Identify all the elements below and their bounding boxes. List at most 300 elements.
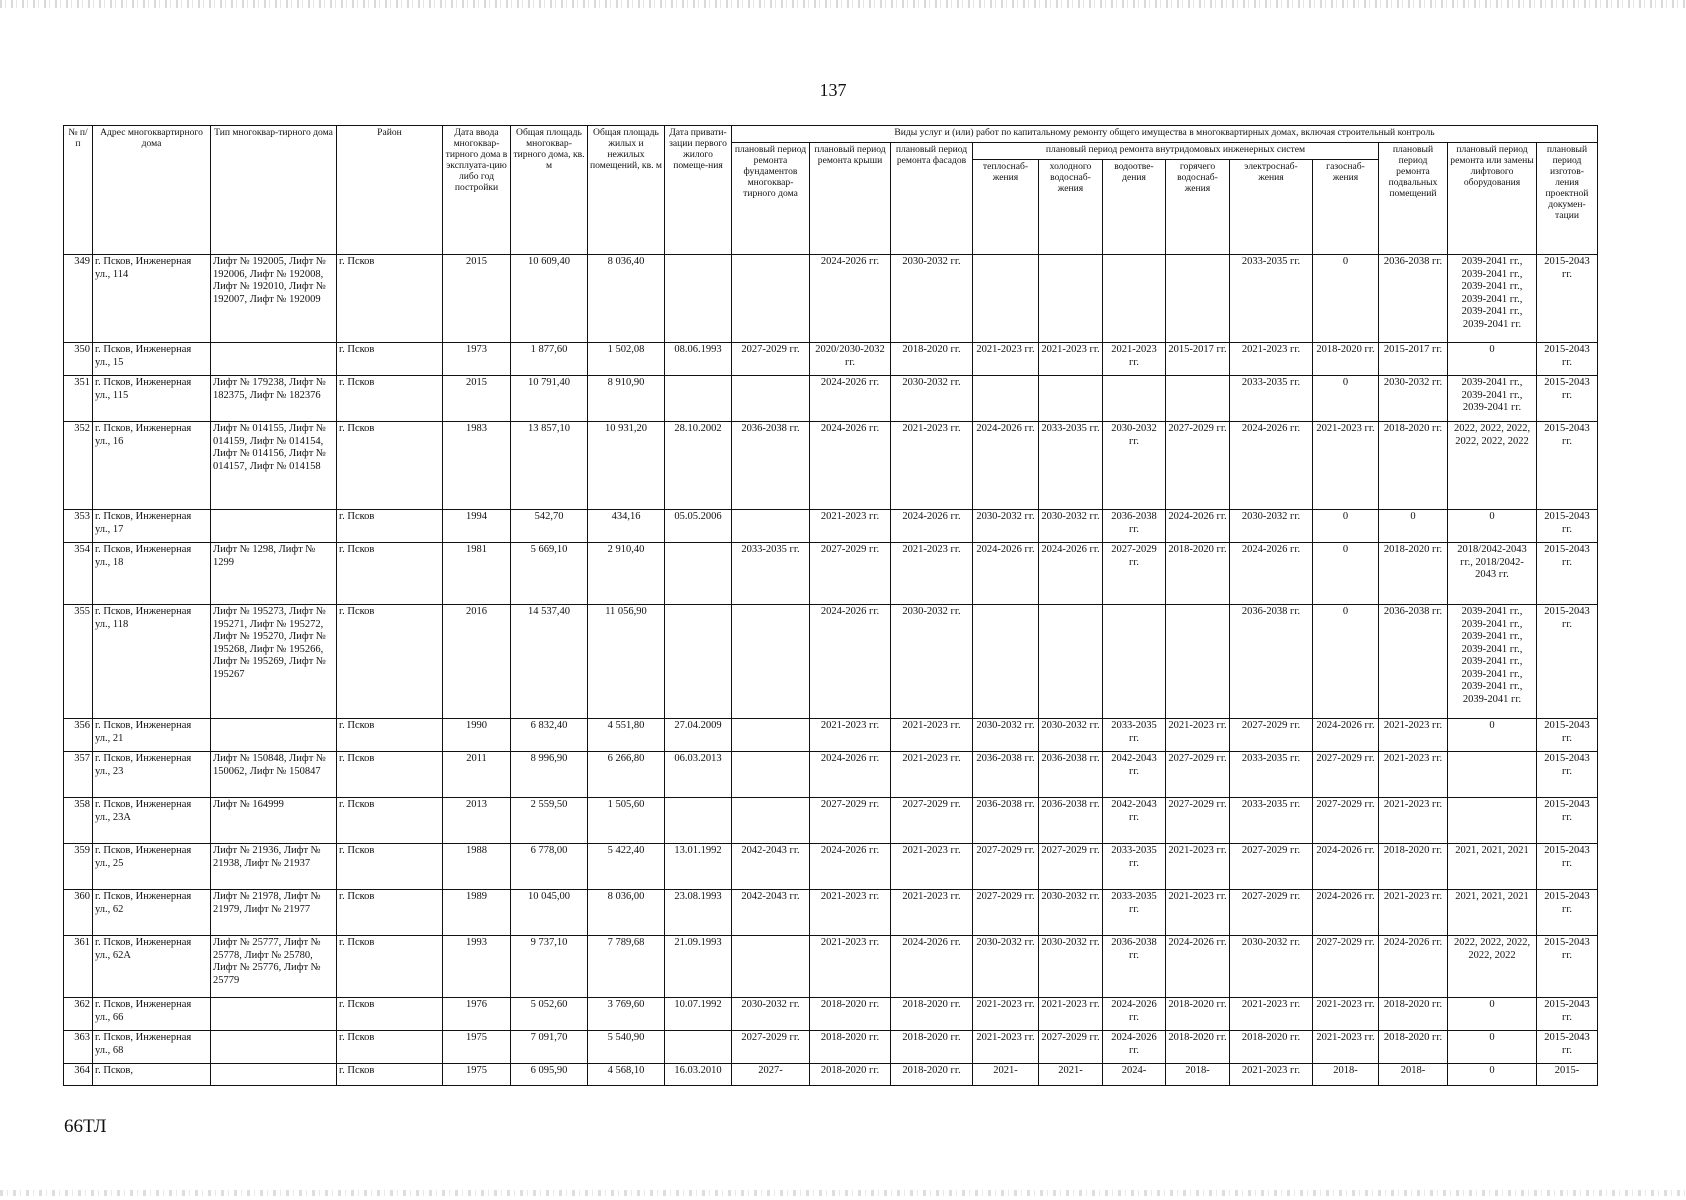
cell-sewer: 2036-2038 гг. xyxy=(1103,936,1166,998)
cell-basement: 2036-2038 гг. xyxy=(1379,255,1448,343)
cell-priv-date xyxy=(665,1031,732,1064)
cell-roof: 2021-2023 гг. xyxy=(810,510,891,543)
cell-total-area: 542,70 xyxy=(511,510,588,543)
cell-priv-date xyxy=(665,376,732,422)
cell-living-area: 8 910,90 xyxy=(588,376,665,422)
cell-sewer xyxy=(1103,605,1166,719)
cell-total-area: 10 791,40 xyxy=(511,376,588,422)
cell-hot-water xyxy=(1166,255,1230,343)
cell-year: 1975 xyxy=(443,1064,511,1086)
cell-number: 352 xyxy=(64,422,93,510)
header-sewer: водоотве-дения xyxy=(1103,160,1166,255)
table-row xyxy=(64,936,1598,998)
cell-heat: 2030-2032 гг. xyxy=(973,510,1039,543)
cell-gas: 2024-2026 гг. xyxy=(1313,890,1379,936)
cell-roof: 2024-2026 гг. xyxy=(810,752,891,798)
cell-sewer: 2036-2038 гг. xyxy=(1103,510,1166,543)
cell-heat: 2021- xyxy=(973,1064,1039,1086)
cell-lift: 2039-2041 гг., 2039-2041 гг., 2039-2041 гг. xyxy=(1448,376,1537,422)
cell-total-area: 14 537,40 xyxy=(511,605,588,719)
cell-foundation xyxy=(732,605,810,719)
cell-roof: 2027-2029 гг. xyxy=(810,543,891,605)
table-row xyxy=(64,890,1598,936)
cell-facade: 2030-2032 гг. xyxy=(891,605,973,719)
cell-year: 1973 xyxy=(443,343,511,376)
cell-priv-date: 27.04.2009 xyxy=(665,719,732,752)
header-roof: плановый период ремонта крыши xyxy=(810,143,891,255)
cell-basement: 2024-2026 гг. xyxy=(1379,936,1448,998)
cell-foundation: 2036-2038 гг. xyxy=(732,422,810,510)
cell-house-type: Лифт № 192005, Лифт № 192006, Лифт № 192008, Лифт № 192010, Лифт № 192007, Лифт № 192009 xyxy=(211,255,337,343)
cell-basement: 2018-2020 гг. xyxy=(1379,998,1448,1031)
cell-foundation: 2027-2029 гг. xyxy=(732,343,810,376)
cell-gas: 2027-2029 гг. xyxy=(1313,798,1379,844)
cell-design: 2015-2043 гг. xyxy=(1537,343,1598,376)
cell-house-type xyxy=(211,343,337,376)
cell-priv-date: 10.07.1992 xyxy=(665,998,732,1031)
cell-heat: 2021-2023 гг. xyxy=(973,998,1039,1031)
cell-lift: 2022, 2022, 2022, 2022, 2022 xyxy=(1448,936,1537,998)
cell-lift xyxy=(1448,798,1537,844)
cell-number: 364 xyxy=(64,1064,93,1086)
table-row xyxy=(64,543,1598,605)
cell-design: 2015-2043 гг. xyxy=(1537,752,1598,798)
cell-total-area: 6 778,00 xyxy=(511,844,588,890)
cell-design: 2015-2043 гг. xyxy=(1537,543,1598,605)
cell-power: 2036-2038 гг. xyxy=(1230,605,1313,719)
cell-priv-date xyxy=(665,605,732,719)
cell-roof: 2024-2026 гг. xyxy=(810,605,891,719)
cell-lift: 2021, 2021, 2021 xyxy=(1448,844,1537,890)
cell-year: 2011 xyxy=(443,752,511,798)
cell-total-area: 13 857,10 xyxy=(511,422,588,510)
cell-cold-water: 2021- xyxy=(1039,1064,1103,1086)
cell-sewer: 2030-2032 гг. xyxy=(1103,422,1166,510)
cell-basement: 2021-2023 гг. xyxy=(1379,719,1448,752)
header-design: плановый период изготов-ления проектной докумен-тации xyxy=(1537,143,1598,255)
cell-total-area: 10 045,00 xyxy=(511,890,588,936)
cell-year: 1976 xyxy=(443,998,511,1031)
cell-roof: 2020/2030-2032 гг. xyxy=(810,343,891,376)
cell-living-area: 5 540,90 xyxy=(588,1031,665,1064)
cell-priv-date: 23.08.1993 xyxy=(665,890,732,936)
cell-lift: 0 xyxy=(1448,510,1537,543)
cell-sewer: 2024- xyxy=(1103,1064,1166,1086)
cell-address: г. Псков, Инженерная ул., 118 xyxy=(93,605,211,719)
repair-schedule-table xyxy=(63,125,1598,1086)
cell-district: г. Псков xyxy=(337,343,443,376)
cell-district: г. Псков xyxy=(337,998,443,1031)
cell-living-area: 8 036,40 xyxy=(588,255,665,343)
cell-total-area: 8 996,90 xyxy=(511,752,588,798)
cell-living-area: 7 789,68 xyxy=(588,936,665,998)
header-type: Тип многоквар-тирного дома xyxy=(211,126,337,255)
cell-living-area: 1 502,08 xyxy=(588,343,665,376)
cell-priv-date: 13.01.1992 xyxy=(665,844,732,890)
cell-house-type xyxy=(211,1031,337,1064)
cell-foundation: 2033-2035 гг. xyxy=(732,543,810,605)
cell-basement: 2030-2032 гг. xyxy=(1379,376,1448,422)
cell-power: 2027-2029 гг. xyxy=(1230,890,1313,936)
cell-district: г. Псков xyxy=(337,422,443,510)
cell-gas: 2018-2020 гг. xyxy=(1313,343,1379,376)
cell-basement: 2018- xyxy=(1379,1064,1448,1086)
cell-address: г. Псков, Инженерная ул., 17 xyxy=(93,510,211,543)
cell-address: г. Псков, Инженерная ул., 114 xyxy=(93,255,211,343)
cell-cold-water: 2033-2035 гг. xyxy=(1039,422,1103,510)
cell-power: 2033-2035 гг. xyxy=(1230,752,1313,798)
cell-total-area: 6 832,40 xyxy=(511,719,588,752)
cell-address: г. Псков, Инженерная ул., 23А xyxy=(93,798,211,844)
cell-house-type: Лифт № 1298, Лифт № 1299 xyxy=(211,543,337,605)
cell-roof: 2027-2029 гг. xyxy=(810,798,891,844)
table-row xyxy=(64,605,1598,719)
cell-foundation xyxy=(732,936,810,998)
cell-cold-water xyxy=(1039,255,1103,343)
header-address: Адрес многоквартирного дома xyxy=(93,126,211,255)
cell-heat: 2030-2032 гг. xyxy=(973,719,1039,752)
cell-address: г. Псков, Инженерная ул., 16 xyxy=(93,422,211,510)
header-date-in: Дата ввода многоквар-тирного дома в эксплуата-цию либо год постройки xyxy=(443,126,511,255)
cell-number: 362 xyxy=(64,998,93,1031)
cell-hot-water: 2027-2029 гг. xyxy=(1166,422,1230,510)
cell-cold-water: 2030-2032 гг. xyxy=(1039,890,1103,936)
cell-sewer: 2033-2035 гг. xyxy=(1103,719,1166,752)
cell-number: 356 xyxy=(64,719,93,752)
cell-sewer: 2027-2029 гг. xyxy=(1103,543,1166,605)
table-body xyxy=(64,255,1598,1086)
cell-year: 2015 xyxy=(443,255,511,343)
cell-living-area: 1 505,60 xyxy=(588,798,665,844)
cell-design: 2015-2043 гг. xyxy=(1537,1031,1598,1064)
cell-gas: 0 xyxy=(1313,605,1379,719)
cell-year: 1990 xyxy=(443,719,511,752)
cell-hot-water: 2027-2029 гг. xyxy=(1166,798,1230,844)
cell-number: 349 xyxy=(64,255,93,343)
cell-power: 2018-2020 гг. xyxy=(1230,1031,1313,1064)
cell-year: 1994 xyxy=(443,510,511,543)
cell-facade: 2021-2023 гг. xyxy=(891,890,973,936)
cell-power: 2024-2026 гг. xyxy=(1230,422,1313,510)
cell-heat xyxy=(973,255,1039,343)
cell-sewer: 2024-2026 гг. xyxy=(1103,1031,1166,1064)
header-works-group: Виды услуг и (или) работ по капитальному ремонту общего имущества в многоквартирных домах, включая строительный контроль xyxy=(732,126,1598,143)
cell-facade: 2021-2023 гг. xyxy=(891,422,973,510)
cell-lift: 0 xyxy=(1448,1031,1537,1064)
cell-number: 350 xyxy=(64,343,93,376)
cell-address: г. Псков, xyxy=(93,1064,211,1086)
cell-living-area: 2 910,40 xyxy=(588,543,665,605)
cell-design: 2015-2043 гг. xyxy=(1537,890,1598,936)
cell-year: 1988 xyxy=(443,844,511,890)
cell-living-area: 4 551,80 xyxy=(588,719,665,752)
header-gas: газоснаб-жения xyxy=(1313,160,1379,255)
cell-heat: 2024-2026 гг. xyxy=(973,543,1039,605)
cell-basement: 0 xyxy=(1379,510,1448,543)
cell-heat xyxy=(973,605,1039,719)
cell-power: 2024-2026 гг. xyxy=(1230,543,1313,605)
cell-power: 2030-2032 гг. xyxy=(1230,936,1313,998)
cell-district: г. Псков xyxy=(337,376,443,422)
cell-cold-water: 2036-2038 гг. xyxy=(1039,752,1103,798)
header-living-area: Общая площадь жилых и нежилых помещений, кв. м xyxy=(588,126,665,255)
cell-cold-water: 2030-2032 гг. xyxy=(1039,936,1103,998)
cell-priv-date: 06.03.2013 xyxy=(665,752,732,798)
cell-design: 2015-2043 гг. xyxy=(1537,255,1598,343)
cell-power: 2021-2023 гг. xyxy=(1230,1064,1313,1086)
header-systems-group: плановый период ремонта внутридомовых инженерных систем xyxy=(973,143,1379,160)
cell-basement: 2021-2023 гг. xyxy=(1379,752,1448,798)
cell-design: 2015-2043 гг. xyxy=(1537,510,1598,543)
cell-gas: 2027-2029 гг. xyxy=(1313,936,1379,998)
cell-number: 355 xyxy=(64,605,93,719)
cell-hot-water: 2015-2017 гг. xyxy=(1166,343,1230,376)
cell-design: 2015-2043 гг. xyxy=(1537,605,1598,719)
cell-address: г. Псков, Инженерная ул., 23 xyxy=(93,752,211,798)
cell-heat: 2027-2029 гг. xyxy=(973,890,1039,936)
cell-gas: 0 xyxy=(1313,543,1379,605)
cell-district: г. Псков xyxy=(337,510,443,543)
cell-basement: 2021-2023 гг. xyxy=(1379,890,1448,936)
cell-design: 2015-2043 гг. xyxy=(1537,936,1598,998)
cell-heat: 2030-2032 гг. xyxy=(973,936,1039,998)
cell-house-type xyxy=(211,719,337,752)
cell-sewer: 2042-2043 гг. xyxy=(1103,798,1166,844)
cell-gas: 2021-2023 гг. xyxy=(1313,1031,1379,1064)
cell-living-area: 11 056,90 xyxy=(588,605,665,719)
cell-power: 2021-2023 гг. xyxy=(1230,343,1313,376)
cell-lift: 2018/2042-2043 гг., 2018/2042-2043 гг. xyxy=(1448,543,1537,605)
cell-total-area: 5 052,60 xyxy=(511,998,588,1031)
cell-year: 1983 xyxy=(443,422,511,510)
cell-power: 2027-2029 гг. xyxy=(1230,844,1313,890)
cell-sewer xyxy=(1103,255,1166,343)
header-power: электроснаб-жения xyxy=(1230,160,1313,255)
cell-heat: 2027-2029 гг. xyxy=(973,844,1039,890)
cell-lift xyxy=(1448,752,1537,798)
header-priv-date: Дата привати-зации первого жилого помеще-ния xyxy=(665,126,732,255)
cell-number: 363 xyxy=(64,1031,93,1064)
cell-sewer: 2033-2035 гг. xyxy=(1103,844,1166,890)
cell-cold-water: 2021-2023 гг. xyxy=(1039,343,1103,376)
table-row xyxy=(64,752,1598,798)
cell-facade: 2024-2026 гг. xyxy=(891,510,973,543)
cell-sewer: 2021-2023 гг. xyxy=(1103,343,1166,376)
cell-house-type: Лифт № 21978, Лифт № 21979, Лифт № 21977 xyxy=(211,890,337,936)
cell-foundation: 2030-2032 гг. xyxy=(732,998,810,1031)
table-row xyxy=(64,998,1598,1031)
cell-power: 2033-2035 гг. xyxy=(1230,255,1313,343)
header-facade: плановый период ремонта фасадов xyxy=(891,143,973,255)
cell-foundation xyxy=(732,376,810,422)
cell-hot-water: 2024-2026 гг. xyxy=(1166,510,1230,543)
cell-sewer: 2024-2026 гг. xyxy=(1103,998,1166,1031)
table-row xyxy=(64,343,1598,376)
cell-address: г. Псков, Инженерная ул., 18 xyxy=(93,543,211,605)
table-row xyxy=(64,1031,1598,1064)
cell-gas: 2024-2026 гг. xyxy=(1313,719,1379,752)
cell-address: г. Псков, Инженерная ул., 25 xyxy=(93,844,211,890)
cell-number: 354 xyxy=(64,543,93,605)
cell-design: 2015-2043 гг. xyxy=(1537,998,1598,1031)
cell-lift: 2021, 2021, 2021 xyxy=(1448,890,1537,936)
cell-design: 2015-2043 гг. xyxy=(1537,798,1598,844)
cell-power: 2027-2029 гг. xyxy=(1230,719,1313,752)
cell-house-type: Лифт № 179238, Лифт № 182375, Лифт № 182376 xyxy=(211,376,337,422)
cell-heat xyxy=(973,376,1039,422)
cell-number: 358 xyxy=(64,798,93,844)
cell-district: г. Псков xyxy=(337,752,443,798)
cell-foundation: 2027-2029 гг. xyxy=(732,1031,810,1064)
cell-foundation: 2042-2043 гг. xyxy=(732,890,810,936)
cell-foundation: 2042-2043 гг. xyxy=(732,844,810,890)
cell-hot-water: 2021-2023 гг. xyxy=(1166,890,1230,936)
footer-code: 66ТЛ xyxy=(64,1116,107,1137)
cell-district: г. Псков xyxy=(337,844,443,890)
cell-hot-water: 2027-2029 гг. xyxy=(1166,752,1230,798)
header-num: № п/п xyxy=(64,126,93,255)
cell-living-area: 8 036,00 xyxy=(588,890,665,936)
cell-heat: 2021-2023 гг. xyxy=(973,1031,1039,1064)
cell-lift: 0 xyxy=(1448,719,1537,752)
cell-design: 2015-2043 гг. xyxy=(1537,376,1598,422)
scan-edge-top xyxy=(0,0,1686,8)
cell-total-area: 5 669,10 xyxy=(511,543,588,605)
cell-house-type: Лифт № 014155, Лифт № 014159, Лифт № 014154, Лифт № 014156, Лифт № 014157, Лифт № 014158 xyxy=(211,422,337,510)
cell-cold-water xyxy=(1039,605,1103,719)
cell-power: 2030-2032 гг. xyxy=(1230,510,1313,543)
table-row xyxy=(64,376,1598,422)
cell-basement: 2021-2023 гг. xyxy=(1379,798,1448,844)
header-foundation: плановый период ремонта фундаментов многоквар-тирного дома xyxy=(732,143,810,255)
cell-foundation xyxy=(732,752,810,798)
cell-cold-water: 2030-2032 гг. xyxy=(1039,719,1103,752)
cell-district: г. Псков xyxy=(337,605,443,719)
scan-edge-bottom xyxy=(0,1190,1686,1196)
cell-lift: 0 xyxy=(1448,1064,1537,1086)
cell-heat: 2036-2038 гг. xyxy=(973,798,1039,844)
table-row xyxy=(64,1064,1598,1086)
cell-house-type xyxy=(211,510,337,543)
cell-hot-water: 2018-2020 гг. xyxy=(1166,998,1230,1031)
cell-foundation xyxy=(732,510,810,543)
cell-priv-date xyxy=(665,798,732,844)
cell-facade: 2018-2020 гг. xyxy=(891,998,973,1031)
cell-year: 1989 xyxy=(443,890,511,936)
cell-number: 361 xyxy=(64,936,93,998)
cell-facade: 2018-2020 гг. xyxy=(891,343,973,376)
cell-address: г. Псков, Инженерная ул., 66 xyxy=(93,998,211,1031)
cell-year: 2015 xyxy=(443,376,511,422)
cell-gas: 2021-2023 гг. xyxy=(1313,422,1379,510)
cell-roof: 2021-2023 гг. xyxy=(810,719,891,752)
cell-lift: 2039-2041 гг., 2039-2041 гг., 2039-2041 гг., 2039-2041 гг., 2039-2041 гг., 2039-2041 гг., 2039-2041 гг., 2039-2041 гг. xyxy=(1448,605,1537,719)
cell-sewer: 2033-2035 гг. xyxy=(1103,890,1166,936)
cell-heat: 2021-2023 гг. xyxy=(973,343,1039,376)
cell-total-area: 7 091,70 xyxy=(511,1031,588,1064)
cell-gas: 0 xyxy=(1313,510,1379,543)
cell-house-type: Лифт № 21936, Лифт № 21938, Лифт № 21937 xyxy=(211,844,337,890)
cell-district: г. Псков xyxy=(337,798,443,844)
cell-year: 2013 xyxy=(443,798,511,844)
table-row xyxy=(64,422,1598,510)
cell-facade: 2027-2029 гг. xyxy=(891,798,973,844)
cell-power: 2033-2035 гг. xyxy=(1230,798,1313,844)
cell-address: г. Псков, Инженерная ул., 21 xyxy=(93,719,211,752)
cell-basement: 2015-2017 гг. xyxy=(1379,343,1448,376)
cell-foundation: 2027- xyxy=(732,1064,810,1086)
cell-lift: 2022, 2022, 2022, 2022, 2022, 2022 xyxy=(1448,422,1537,510)
cell-lift: 0 xyxy=(1448,343,1537,376)
cell-lift: 0 xyxy=(1448,998,1537,1031)
cell-year: 1981 xyxy=(443,543,511,605)
cell-house-type xyxy=(211,1064,337,1086)
cell-priv-date: 16.03.2010 xyxy=(665,1064,732,1086)
cell-priv-date xyxy=(665,543,732,605)
header-district: Район xyxy=(337,126,443,255)
cell-house-type: Лифт № 195273, Лифт № 195271, Лифт № 195272, Лифт № 195270, Лифт № 195268, Лифт № 195266, Лифт № 195269, Лифт № 195267 xyxy=(211,605,337,719)
header-cold-water: холодного водоснаб-жения xyxy=(1039,160,1103,255)
cell-hot-water: 2021-2023 гг. xyxy=(1166,844,1230,890)
cell-district: г. Псков xyxy=(337,936,443,998)
cell-address: г. Псков, Инженерная ул., 15 xyxy=(93,343,211,376)
cell-number: 353 xyxy=(64,510,93,543)
cell-priv-date: 08.06.1993 xyxy=(665,343,732,376)
cell-priv-date xyxy=(665,255,732,343)
cell-living-area: 3 769,60 xyxy=(588,998,665,1031)
cell-gas: 2024-2026 гг. xyxy=(1313,844,1379,890)
cell-roof: 2021-2023 гг. xyxy=(810,890,891,936)
cell-cold-water: 2024-2026 гг. xyxy=(1039,543,1103,605)
cell-cold-water: 2036-2038 гг. xyxy=(1039,798,1103,844)
cell-cold-water: 2027-2029 гг. xyxy=(1039,844,1103,890)
cell-roof: 2024-2026 гг. xyxy=(810,255,891,343)
cell-number: 357 xyxy=(64,752,93,798)
cell-gas: 2027-2029 гг. xyxy=(1313,752,1379,798)
cell-gas: 0 xyxy=(1313,376,1379,422)
cell-total-area: 1 877,60 xyxy=(511,343,588,376)
cell-foundation xyxy=(732,255,810,343)
cell-house-type xyxy=(211,998,337,1031)
cell-gas: 2018- xyxy=(1313,1064,1379,1086)
cell-hot-water xyxy=(1166,605,1230,719)
cell-district: г. Псков xyxy=(337,543,443,605)
cell-facade: 2021-2023 гг. xyxy=(891,719,973,752)
cell-address: г. Псков, Инженерная ул., 68 xyxy=(93,1031,211,1064)
cell-year: 2016 xyxy=(443,605,511,719)
cell-hot-water: 2018-2020 гг. xyxy=(1166,1031,1230,1064)
cell-sewer: 2042-2043 гг. xyxy=(1103,752,1166,798)
header-basement: плановый период ремонта подвальных помещений xyxy=(1379,143,1448,255)
cell-roof: 2018-2020 гг. xyxy=(810,998,891,1031)
cell-basement: 2018-2020 гг. xyxy=(1379,1031,1448,1064)
page-number: 137 xyxy=(819,80,847,100)
cell-living-area: 6 266,80 xyxy=(588,752,665,798)
cell-heat: 2024-2026 гг. xyxy=(973,422,1039,510)
cell-roof: 2024-2026 гг. xyxy=(810,422,891,510)
table-row xyxy=(64,719,1598,752)
cell-basement: 2036-2038 гг. xyxy=(1379,605,1448,719)
cell-roof: 2024-2026 гг. xyxy=(810,844,891,890)
cell-address: г. Псков, Инженерная ул., 62А xyxy=(93,936,211,998)
cell-facade: 2030-2032 гг. xyxy=(891,376,973,422)
cell-gas: 2021-2023 гг. xyxy=(1313,998,1379,1031)
cell-priv-date: 05.05.2006 xyxy=(665,510,732,543)
header-lift: плановый период ремонта или замены лифтового оборудования xyxy=(1448,143,1537,255)
cell-roof: 2021-2023 гг. xyxy=(810,936,891,998)
cell-year: 1993 xyxy=(443,936,511,998)
cell-district: г. Псков xyxy=(337,719,443,752)
